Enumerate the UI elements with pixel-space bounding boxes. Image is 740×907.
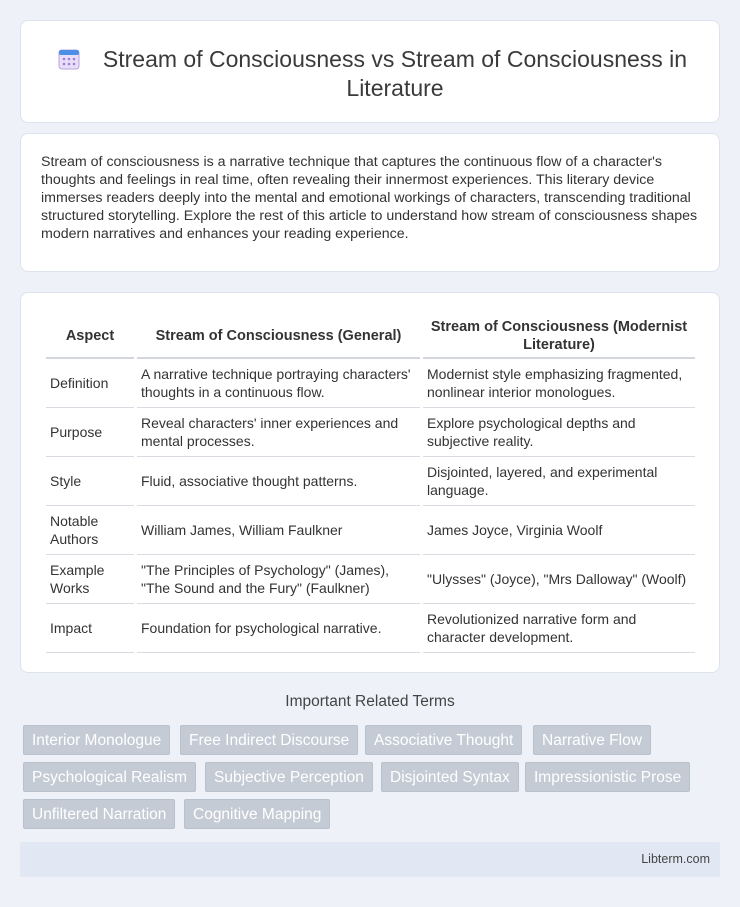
row-modernist: "Ulysses" (Joyce), "Mrs Dalloway" (Woolf) [423, 555, 695, 604]
row-aspect: Definition [46, 359, 134, 408]
table-row [46, 506, 695, 555]
row-aspect: Impact [46, 604, 134, 653]
comparison-table [43, 312, 698, 653]
tag-subjective-perception[interactable]: Subjective Perception [205, 762, 373, 792]
table-row [46, 604, 695, 653]
row-general: Reveal characters' inner experiences and mental processes. [137, 408, 420, 457]
row-modernist: Explore psychological depths and subjective reality. [423, 408, 695, 457]
table-row [46, 457, 695, 506]
row-general: A narrative technique portraying characters' thoughts in a continuous flow. [137, 359, 420, 408]
comparison-table-card [20, 292, 720, 673]
tag-associative-thought[interactable]: Associative Thought [365, 725, 522, 755]
tag-psychological-realism[interactable]: Psychological Realism [23, 762, 196, 792]
row-aspect: Style [46, 457, 134, 506]
row-general: Fluid, associative thought patterns. [137, 457, 420, 506]
tag-interior-monologue[interactable]: Interior Monologue [23, 725, 170, 755]
header-card [20, 20, 720, 123]
row-modernist: Revolutionized narrative form and character development. [423, 604, 695, 653]
table-row [46, 555, 695, 604]
row-general: William James, William Faulkner [137, 506, 420, 555]
tag-cognitive-mapping[interactable]: Cognitive Mapping [184, 799, 330, 829]
row-general: "The Principles of Psychology" (James), "The Sound and the Fury" (Faulkner) [137, 555, 420, 604]
footer-brand[interactable]: Libterm.com [641, 852, 710, 866]
row-modernist: Modernist style emphasizing fragmented, nonlinear interior monologues. [423, 359, 695, 408]
row-modernist: James Joyce, Virginia Woolf [423, 506, 695, 555]
tag-unfiltered-narration[interactable]: Unfiltered Narration [23, 799, 175, 829]
row-aspect: Notable Authors [46, 506, 134, 555]
header-aspect: Aspect [46, 312, 134, 359]
tag-free-indirect-discourse[interactable]: Free Indirect Discourse [180, 725, 358, 755]
row-aspect: Purpose [46, 408, 134, 457]
page-title: Stream of Consciousness vs Stream of Consciousness in Literature [102, 46, 688, 101]
calendar-grid-icon [57, 47, 81, 71]
footer [20, 842, 720, 877]
table-row [46, 408, 695, 457]
related-terms-title: Important Related Terms [285, 693, 455, 710]
intro-text: Stream of consciousness is a narrative technique that captures the continuous flow of a character's thoughts and feelings in real time, often revealing their innermost experiences. This literary device immerses readers deeply into the mental and emotional workings of characters, transcending traditional structured storytelling. Explore the rest of this article to understand how stream of consciousness shapes modern narratives and enhances your reading experience. [41, 154, 698, 242]
row-general: Foundation for psychological narrative. [137, 604, 420, 653]
tag-narrative-flow[interactable]: Narrative Flow [533, 725, 651, 755]
table-row [46, 359, 695, 408]
row-aspect: Example Works [46, 555, 134, 604]
intro-card [20, 133, 720, 272]
table-header-row [46, 312, 695, 359]
tag-impressionistic-prose[interactable]: Impressionistic Prose [525, 762, 690, 792]
header-general: Stream of Consciousness (General) [137, 312, 420, 359]
tag-disjointed-syntax[interactable]: Disjointed Syntax [381, 762, 519, 792]
header-modernist: Stream of Consciousness (Modernist Literature) [423, 312, 695, 359]
row-modernist: Disjointed, layered, and experimental language. [423, 457, 695, 506]
